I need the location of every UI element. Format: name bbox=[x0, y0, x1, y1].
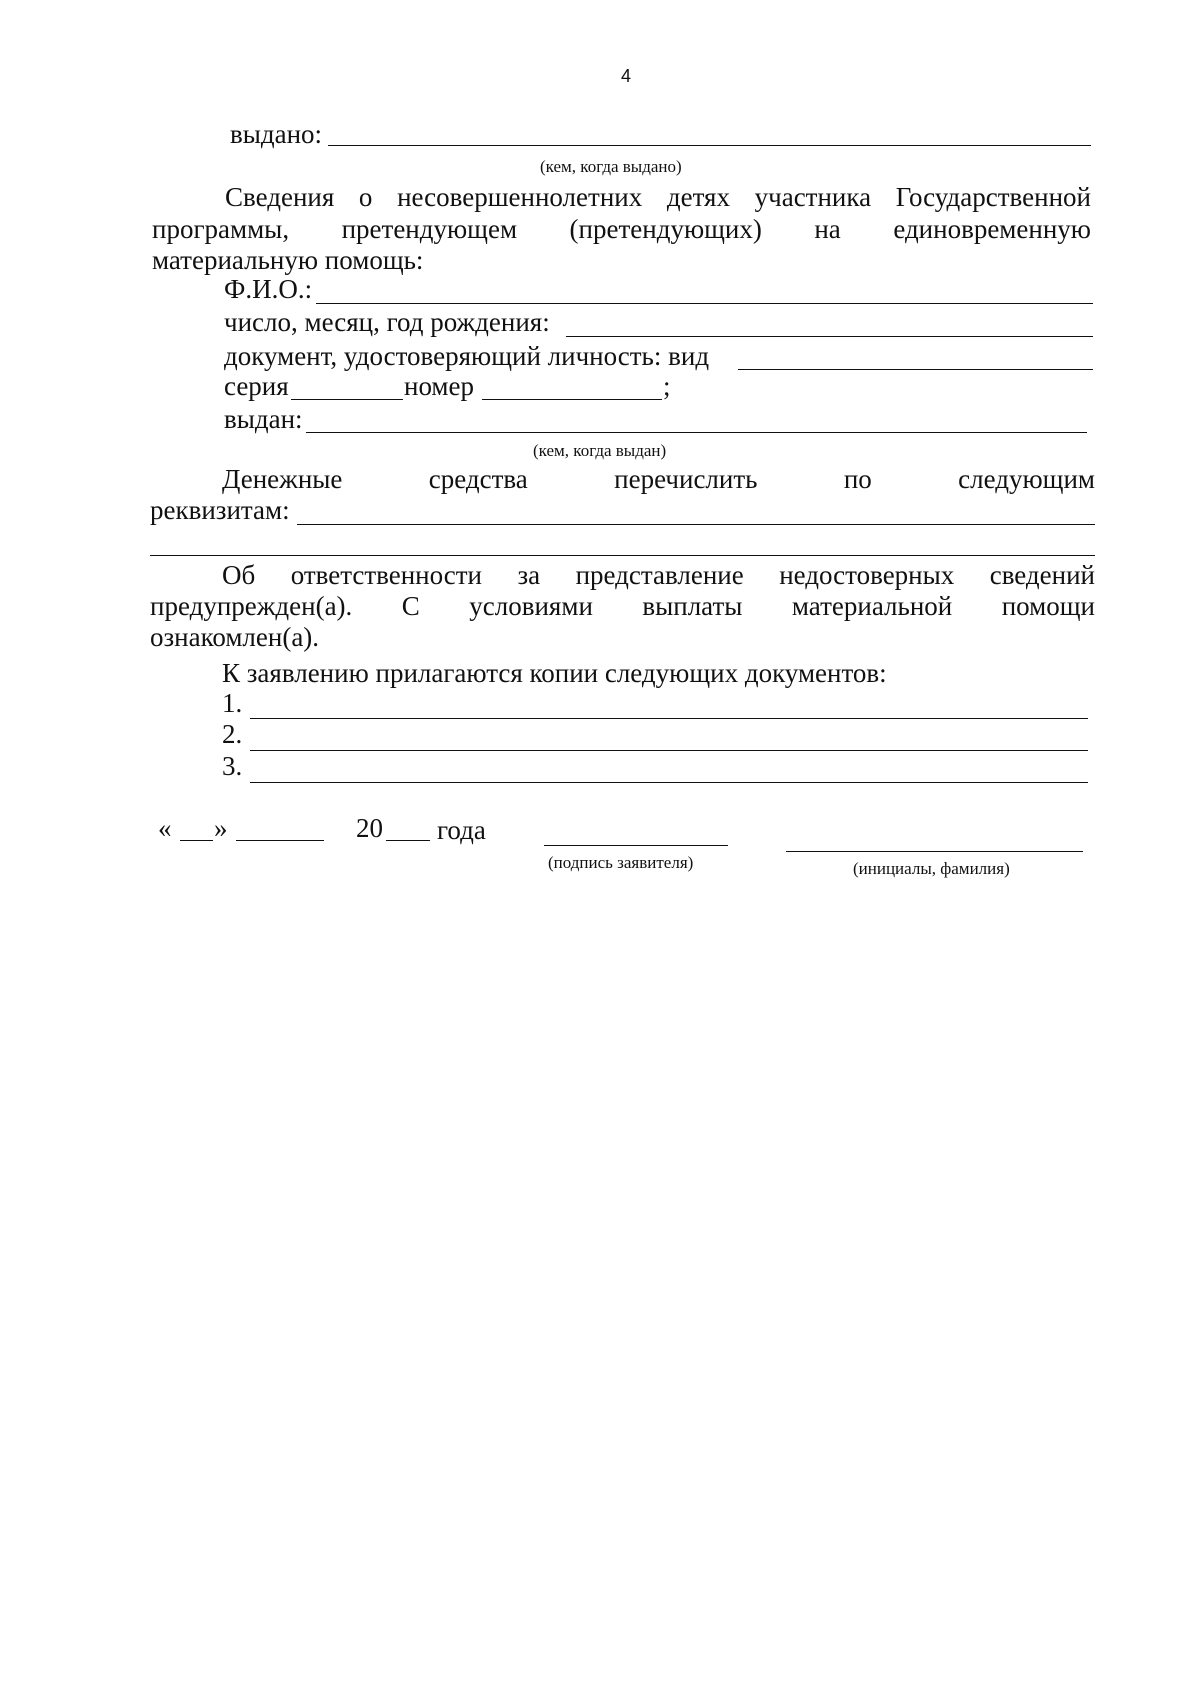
number-label: номер bbox=[404, 371, 475, 401]
attachments-intro: К заявлению прилагаются копии следующих документов: bbox=[222, 658, 887, 688]
requisites-line-2 bbox=[150, 555, 1095, 556]
word: о bbox=[358, 182, 373, 212]
name-line bbox=[786, 851, 1083, 852]
children-intro-line2 bbox=[152, 213, 1091, 245]
attachment-line-3 bbox=[250, 782, 1088, 783]
word: предупрежден(а). bbox=[150, 591, 353, 621]
word: помощи bbox=[1001, 591, 1095, 621]
word: Сведения bbox=[225, 182, 335, 212]
word: средства bbox=[428, 464, 528, 494]
applicant-signature-caption: (подпись заявителя) bbox=[548, 853, 694, 872]
requisites-line bbox=[297, 524, 1095, 525]
word: С bbox=[401, 591, 420, 621]
word: за bbox=[517, 560, 541, 590]
word: перечислить bbox=[614, 464, 758, 494]
id-document-line bbox=[738, 369, 1093, 370]
word: единовременную bbox=[893, 214, 1091, 244]
word: Денежные bbox=[222, 464, 343, 494]
responsibility-line2 bbox=[150, 590, 1095, 622]
series-label: серия bbox=[224, 371, 289, 401]
child-issued-line bbox=[306, 432, 1087, 433]
word: на bbox=[814, 214, 841, 244]
word: Государственной bbox=[895, 182, 1091, 212]
date-quote-close: » bbox=[214, 813, 228, 843]
issued-line bbox=[328, 145, 1091, 146]
word: сведений bbox=[989, 560, 1095, 590]
date-day-line bbox=[180, 840, 213, 841]
responsibility-line3: ознакомлен(а). bbox=[150, 622, 320, 652]
date-year-line bbox=[386, 840, 430, 841]
word: детях bbox=[666, 182, 730, 212]
word: недостоверных bbox=[779, 560, 955, 590]
word: программы, bbox=[152, 214, 290, 244]
birth-date-line bbox=[566, 336, 1093, 337]
word: следующим bbox=[958, 464, 1095, 494]
word: материальной bbox=[791, 591, 953, 621]
issued-caption: (кем, когда выдано) bbox=[540, 157, 682, 176]
date-year-suffix: года bbox=[437, 815, 486, 845]
number-semicolon: ; bbox=[663, 371, 671, 401]
name-caption: (инициалы, фамилия) bbox=[853, 859, 1010, 878]
date-year-prefix: 20 bbox=[356, 813, 383, 843]
payment-line1 bbox=[222, 463, 1095, 495]
child-issued-caption: (кем, когда выдан) bbox=[533, 441, 667, 460]
responsibility-line1 bbox=[222, 559, 1095, 591]
word: претендующем bbox=[341, 214, 518, 244]
fio-label: Ф.И.О.: bbox=[224, 274, 313, 304]
series-line bbox=[291, 399, 403, 400]
children-intro-line1 bbox=[225, 181, 1091, 213]
word: представление bbox=[575, 560, 744, 590]
word: выплаты bbox=[642, 591, 743, 621]
word: по bbox=[843, 464, 872, 494]
word: несовершеннолетних bbox=[397, 182, 643, 212]
attachment-number: 3. bbox=[222, 751, 243, 781]
date-quote-open: « bbox=[158, 813, 172, 843]
word: ответственности bbox=[290, 560, 483, 590]
attachment-number: 1. bbox=[222, 688, 243, 718]
issued-label: выдано: bbox=[230, 119, 323, 149]
word: условиями bbox=[469, 591, 593, 621]
page-number: 4 bbox=[621, 66, 632, 86]
word: (претендующих) bbox=[569, 214, 762, 244]
attachment-number: 2. bbox=[222, 719, 243, 749]
number-line bbox=[482, 399, 662, 400]
date-month-line bbox=[236, 840, 324, 841]
applicant-signature-line bbox=[544, 845, 728, 846]
fio-line bbox=[316, 303, 1093, 304]
word: Об bbox=[222, 560, 256, 590]
attachment-line-2 bbox=[250, 750, 1088, 751]
id-document-label: документ, удостоверяющий личность: вид bbox=[224, 341, 710, 371]
word: участника bbox=[754, 182, 872, 212]
children-intro-line3: материальную помощь: bbox=[152, 245, 424, 275]
requisites-label: реквизитам: bbox=[150, 495, 290, 525]
attachment-line-1 bbox=[250, 718, 1088, 719]
child-issued-label: выдан: bbox=[224, 404, 303, 434]
birth-date-label: число, месяц, год рождения: bbox=[224, 307, 550, 337]
